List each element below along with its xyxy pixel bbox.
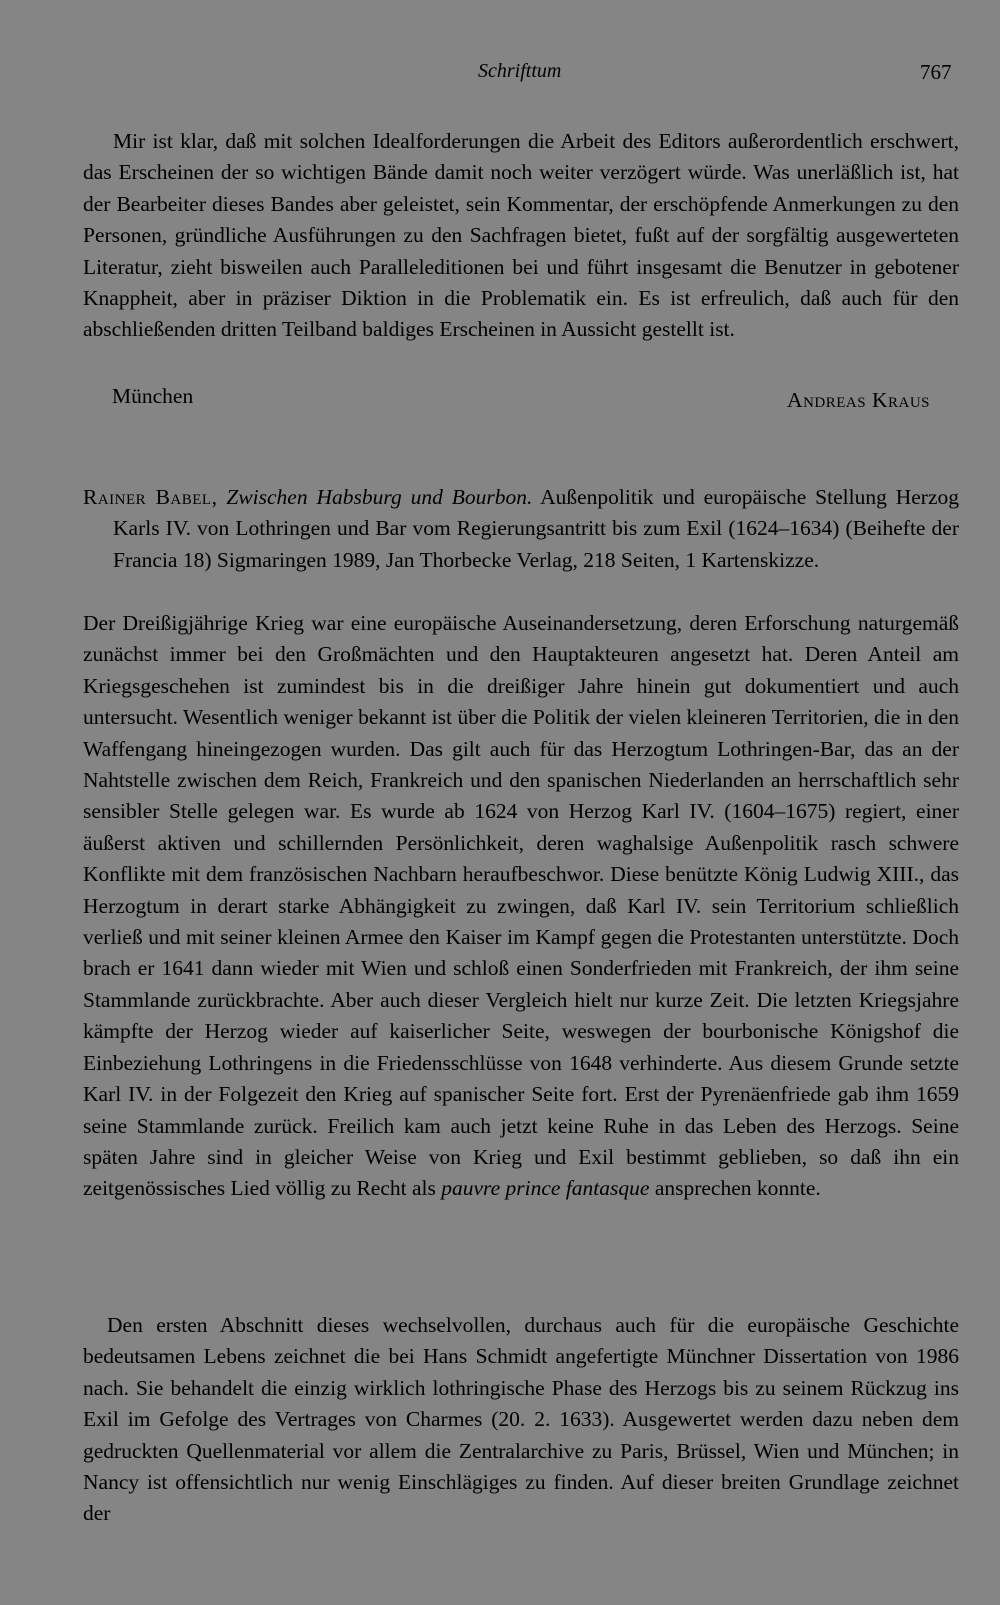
paragraph-text: Der Dreißigjährige Krieg war eine europäische Auseinandersetzung, deren Erforschung naturgemäß zunächst immer bei den Großmächten und den Hauptakteuren angesetzt hat. Deren Anteil am Kriegsgeschehen ist zumindest bis in die dreißiger Jahre hinein gut dokumentiert und auch untersucht. Wesentlich weniger bekannt ist über die Politik der vielen kleineren Territorien, die in den Waffengang hineingezogen wurden. Das gilt auch für das Herzogtum Lothringen-Bar, das an der Nahtstelle zwischen dem Reich, Frankreich und den spanischen Niederlanden an herrschaftlich sehr sensibler Stelle gelegen war. Es wurde ab 1624 von Herzog Karl IV. (1604–1675) regiert, einer äußerst aktiven und schillernden Persönlichkeit, deren waghalsige Außenpolitik rasch schwere Konflikte mit dem französischen Nachbarn heraufbeschwor. Diese benützte König Ludwig XIII., das Herzogtum in derart starke Abhängigkeit zu zwingen, daß Karl IV. sein Territorium schließlich verließ und mit seiner kleinen Armee den Kaiser im Kampf gegen die Protestanten unterstützte. Doch brach er 1641 dann wieder mit Wien und schloß einen Sonderfrieden mit Frankreich, der ihm seine Stammlande zurückbrachte. Aber auch dieser Vergleich hielt nur kurze Zeit. Die letzten Kriegsjahre kämpfte der Herzog wieder auf kaiserlicher Seite, weswegen der bourbonische Königshof die Einbeziehung Lothringens in die Friedensschlüsse von 1648 verhinderte. Aus diesem Grunde setzte Karl IV. in der Folgezeit den Krieg auf spanischer Seite fort. Erst der Pyrenäenfriede gab ihm 1659 seine Stammlande zurück. Freilich kam auch jetzt keine Ruhe in das Leben des Herzogs. Seine späten Jahre sind in gleicher Weise von Krieg und Exil bestimmt geblieben, so daß ihn ein zeitgenössisches Lied völlig zu Recht als	[83, 611, 959, 1201]
page-header	[0, 60, 1000, 92]
citation-author: Rainer Babel,	[83, 485, 218, 509]
citation-title: Zwischen Habsburg und Bourbon.	[226, 485, 533, 509]
book-citation	[83, 482, 959, 576]
running-title: Schrifttum	[478, 60, 562, 82]
review-paragraph-2: Den ersten Abschnitt dieses wechselvollen, durchaus auch für die europäische Geschichte bedeutsamen Lebens zeichnet die bei Hans Schmidt angefertigte Münchner Dissertation von 1986 nach. Sie behandelt die einzig wirklich lothringische Phase des Herzogs bis zu seinem Rückzug ins Exil im Gefolge des Vertrages von Charmes (20. 2. 1633). Ausgewertet werden dazu neben dem gedruckten Quellenmaterial vor allem die Zentralarchive zu Paris, Brüssel, Wien und München; in Nancy ist offensichtlich nur wenig Einschlägiges zu finden. Auf dieser breiten Grundlage zeichnet der	[83, 1313, 959, 1526]
quoted-phrase: pauvre prince fantasque	[441, 1176, 650, 1201]
page-number: 767	[920, 60, 952, 84]
review-paragraph	[83, 608, 959, 1205]
paragraph-end: ansprechen konnte.	[654, 1176, 821, 1201]
reviewer-signature	[112, 384, 930, 416]
reviewer-name: Andreas Kraus	[787, 388, 930, 412]
review-closing-paragraph: Mir ist klar, daß mit solchen Idealforderungen die Arbeit des Editors außerordentlich erschwert, das Erscheinen der so wichtigen Bände damit noch weiter verzögert würde. Was unerläßlich ist, hat der Bearbeiter dieses Bandes aber geleistet, sein Kommentar, der erschöpfende Anmerkungen zu den Personen, gründliche Ausführungen zu den Sachfragen bietet, fußt auf der sorgfältig ausgewerteten Literatur, zieht bisweilen auch Paralleleditionen bei und führt insgesamt die Benutzer in gebotener Knappheit, aber in präziser Diktion in die Problematik ein. Es ist erfreulich, daß auch für den abschließenden dritten Teilband baldiges Erscheinen in Aussicht gestellt ist.	[83, 129, 959, 342]
citation-details: Außenpolitik und europäische Stellung Herzog Karls IV. von Lothringen und Bar vom Regierungsantritt bis zum Exil (1624–1634) (Beihefte der Francia 18) Sigmaringen 1989, Jan Thorbecke Verlag, 218 Seiten, 1 Kartenskizze.	[113, 485, 960, 572]
signature-place: München	[112, 384, 194, 408]
